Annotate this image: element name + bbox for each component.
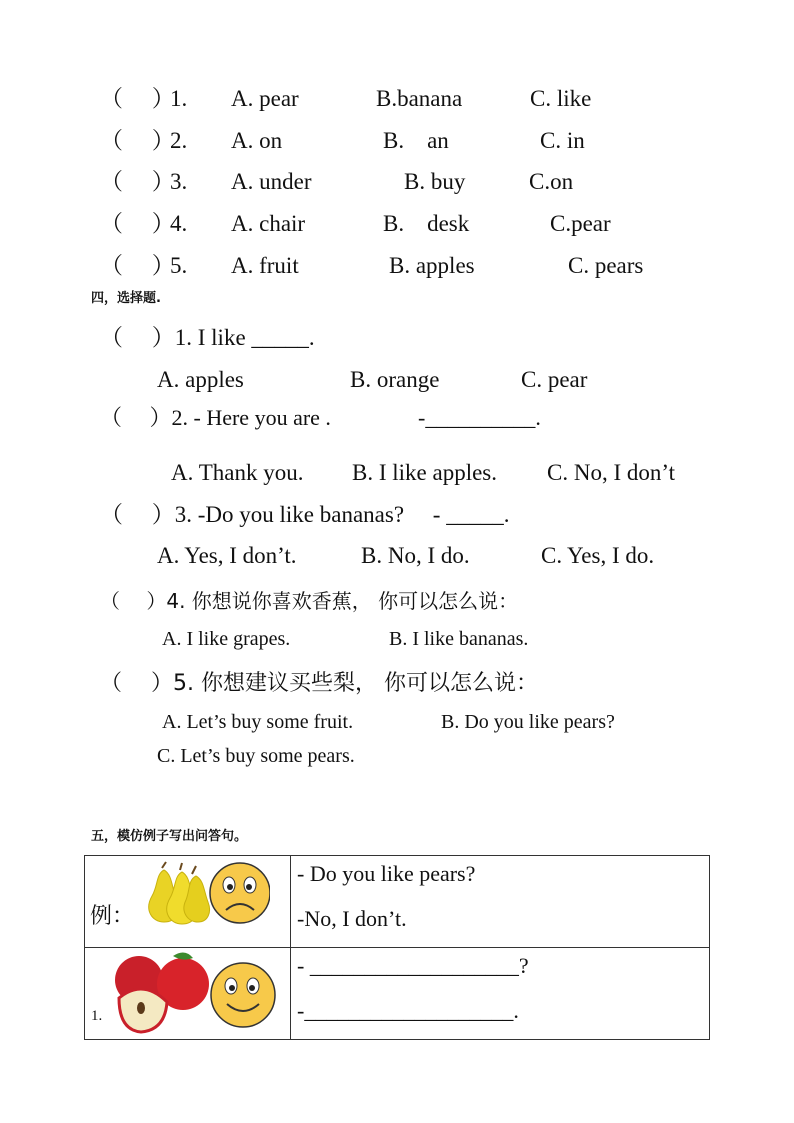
q4-stem: （ ）4. 你想说你喜欢香蕉， 你可以怎么说： xyxy=(100,589,519,613)
section4-heading: 四，选择题. xyxy=(91,291,161,306)
q4-option-a: A. I like grapes. xyxy=(162,628,291,650)
q1-stem: （ ）1. I like _____. xyxy=(100,325,315,350)
q5-stem: （ ）5. 你想建议买些梨， 你可以怎么说： xyxy=(100,671,538,696)
section5-heading: 五，模仿例子写出问答句。 xyxy=(91,829,248,844)
q2-option-c: C. No, I don’t xyxy=(547,460,675,485)
item1-answer-blank[interactable]: -___________________. xyxy=(297,998,519,1023)
q5-option-c: C. Let’s buy some pears. xyxy=(157,745,355,767)
q3-option-c: C. Yes, I do. xyxy=(541,543,655,568)
paren[interactable]: （ ） xyxy=(100,86,175,111)
q1-option-a: A. apples xyxy=(157,367,244,392)
q2-option-a: A. Thank you. xyxy=(171,460,304,485)
q5-option-b: B. Do you like pears? xyxy=(441,711,615,733)
question-number: 4. xyxy=(170,211,188,236)
option-b: B. apples xyxy=(389,253,475,278)
question-number: 2. xyxy=(170,128,188,153)
option-a: A. fruit xyxy=(231,253,299,278)
question-number: 5. xyxy=(170,253,188,278)
paren[interactable]: （ ） xyxy=(100,211,175,236)
apples-icon xyxy=(109,950,279,1036)
option-a: A. pear xyxy=(231,86,299,111)
option-c: C.pear xyxy=(550,211,611,236)
q3-stem: （ ）3. -Do you like bananas? - _____. xyxy=(100,502,510,527)
q2-blank[interactable]: -__________. xyxy=(418,405,541,430)
option-c: C. pears xyxy=(568,253,644,278)
example-label: 例： xyxy=(90,904,135,929)
question-number: 1. xyxy=(170,86,188,111)
option-c: C. like xyxy=(530,86,592,111)
option-a: A. chair xyxy=(231,211,306,236)
q4-option-b: B. I like bananas. xyxy=(389,628,529,650)
option-b: B.banana xyxy=(376,86,463,111)
option-a: A. under xyxy=(231,169,312,194)
item1-picture-cell xyxy=(85,948,291,1040)
q3-option-a: A. Yes, I don’t. xyxy=(157,543,297,568)
example-answer: -No, I don’t. xyxy=(297,906,407,931)
table-row xyxy=(85,948,710,1040)
q2-option-b: B. I like apples. xyxy=(352,460,497,485)
q3-option-b: B. No, I do. xyxy=(361,543,470,568)
paren[interactable]: （ ） xyxy=(100,169,175,194)
question-number: 3. xyxy=(170,169,188,194)
table-row xyxy=(85,856,710,948)
q1-option-c: C. pear xyxy=(521,367,588,392)
q2-stem: （ ）2. - Here you are . xyxy=(100,405,331,430)
paren[interactable]: （ ） xyxy=(100,128,175,153)
item1-text-cell xyxy=(291,948,710,1040)
paren[interactable]: （ ） xyxy=(100,253,175,278)
option-a: A. on xyxy=(231,128,283,153)
qa-table xyxy=(84,855,710,1040)
option-b: B. desk xyxy=(383,211,470,236)
pears-icon xyxy=(142,860,270,926)
item1-label: 1. xyxy=(91,1008,103,1024)
option-b: B. an xyxy=(383,128,449,153)
q5-option-a: A. Let’s buy some fruit. xyxy=(162,711,354,733)
option-c: C. in xyxy=(540,128,585,153)
item1-question-blank[interactable]: - ___________________? xyxy=(297,953,529,978)
example-picture-cell xyxy=(85,856,291,948)
option-c: C.on xyxy=(529,169,574,194)
example-text-cell xyxy=(291,856,710,948)
example-question: - Do you like pears? xyxy=(297,861,476,886)
q1-option-b: B. orange xyxy=(350,367,440,392)
option-b: B. buy xyxy=(404,169,466,194)
